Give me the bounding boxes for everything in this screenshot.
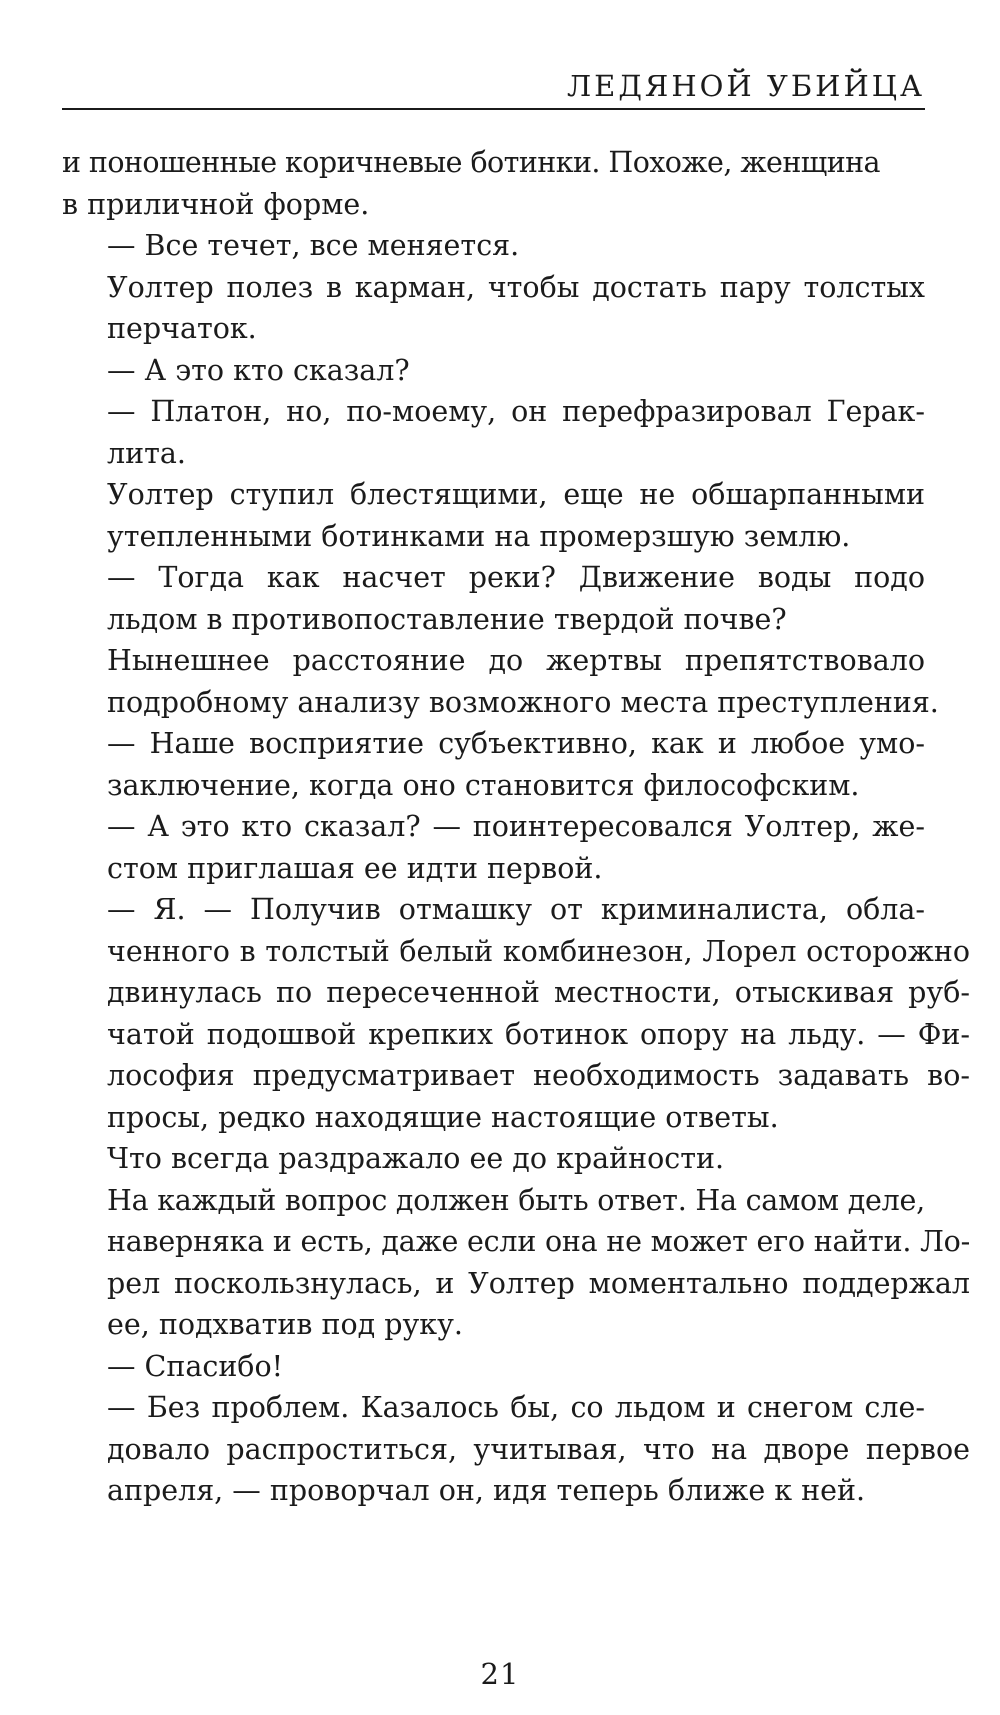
text-line: — Без проблем. Казалось бы, со льдом и снегом сле-: [107, 1391, 925, 1424]
paragraph: [62, 1180, 970, 1346]
page-number: 21: [480, 1657, 520, 1691]
text-line: — Все течет, все меняется.: [107, 229, 520, 262]
text-line: подробному анализу возможного места преступления.: [107, 685, 939, 719]
text-line: — А это кто сказал? — поинтересовался Уолтер, же-: [107, 810, 925, 843]
running-title: ЛЕДЯНОЙ УБИЙЦА: [566, 69, 925, 103]
text-line: — А это кто сказал?: [107, 353, 410, 387]
text-line: Нынешнее расстояние до жертвы препятствовало: [107, 644, 925, 677]
text-line: — Наше восприятие субъективно, как и любое умо-: [107, 727, 925, 760]
body-text: [62, 142, 970, 1512]
text-line: рел поскользнулась, и Уолтер моментально поддержал: [107, 1266, 970, 1300]
text-line: — Тогда как насчет реки? Движение воды подо: [107, 561, 925, 594]
text-line: апреля, — проворчал он, идя теперь ближе к ней.: [107, 1474, 866, 1507]
text-line: лита.: [107, 436, 186, 470]
text-line: стом приглашая ее идти первой.: [107, 851, 603, 885]
text-line: заключение, когда оно становится философским.: [107, 768, 860, 802]
paragraph: [62, 557, 925, 640]
text-line: На каждый вопрос должен быть ответ. На самом деле,: [107, 1183, 925, 1217]
text-line: чатой подошвой крепких ботинок опору на льду. — Фи-: [107, 1017, 970, 1051]
paragraph: [62, 1346, 925, 1388]
paragraph: [62, 1387, 970, 1512]
text-line: ее, подхватив под руку.: [107, 1308, 463, 1341]
paragraph: [62, 806, 925, 889]
text-line: Уолтер ступил блестящими, еще не обшарпанными: [107, 478, 925, 511]
paragraph: [62, 350, 925, 392]
paragraph: [62, 391, 925, 474]
text-line: и поношенные коричневые ботинки. Похоже, женщина: [62, 146, 880, 179]
text-line: перчаток.: [107, 312, 257, 345]
text-line: льдом в противопоставление твердой почве?: [107, 602, 787, 636]
paragraph: [62, 889, 970, 1138]
paragraph: [62, 1138, 925, 1180]
text-line: в приличной форме.: [62, 187, 370, 221]
text-line: лософия предусматривает необходимость задавать во-: [107, 1059, 970, 1092]
text-line: — Я. — Получив отмашку от криминалиста, обла-: [107, 893, 925, 926]
text-line: просы, редко находящие настоящие ответы.: [107, 1100, 779, 1134]
paragraph: [62, 723, 925, 806]
running-header: [62, 62, 925, 110]
text-line: двинулась по пересеченной местности, отыскивая руб-: [107, 976, 970, 1009]
paragraph: [62, 474, 925, 557]
paragraph: [62, 225, 925, 267]
text-line: наверняка и есть, даже если она не может его найти. Ло-: [107, 1225, 970, 1258]
paragraph: [62, 142, 925, 225]
text-line: — Платон, но, по-моему, он перефразировал Герак-: [107, 395, 925, 428]
text-line: ченного в толстый белый комбинезон, Лорел осторожно: [107, 934, 970, 968]
text-line: утепленными ботинками на промерзшую землю.: [107, 519, 851, 553]
text-line: Уолтер полез в карман, чтобы достать пару толстых: [107, 270, 925, 304]
paragraph: [62, 640, 939, 723]
text-line: — Спасибо!: [107, 1349, 284, 1383]
paragraph: [62, 267, 925, 350]
text-line: довало распроститься, учитывая, что на дворе первое: [107, 1432, 970, 1466]
text-line: Что всегда раздражало ее до крайности.: [107, 1142, 725, 1175]
